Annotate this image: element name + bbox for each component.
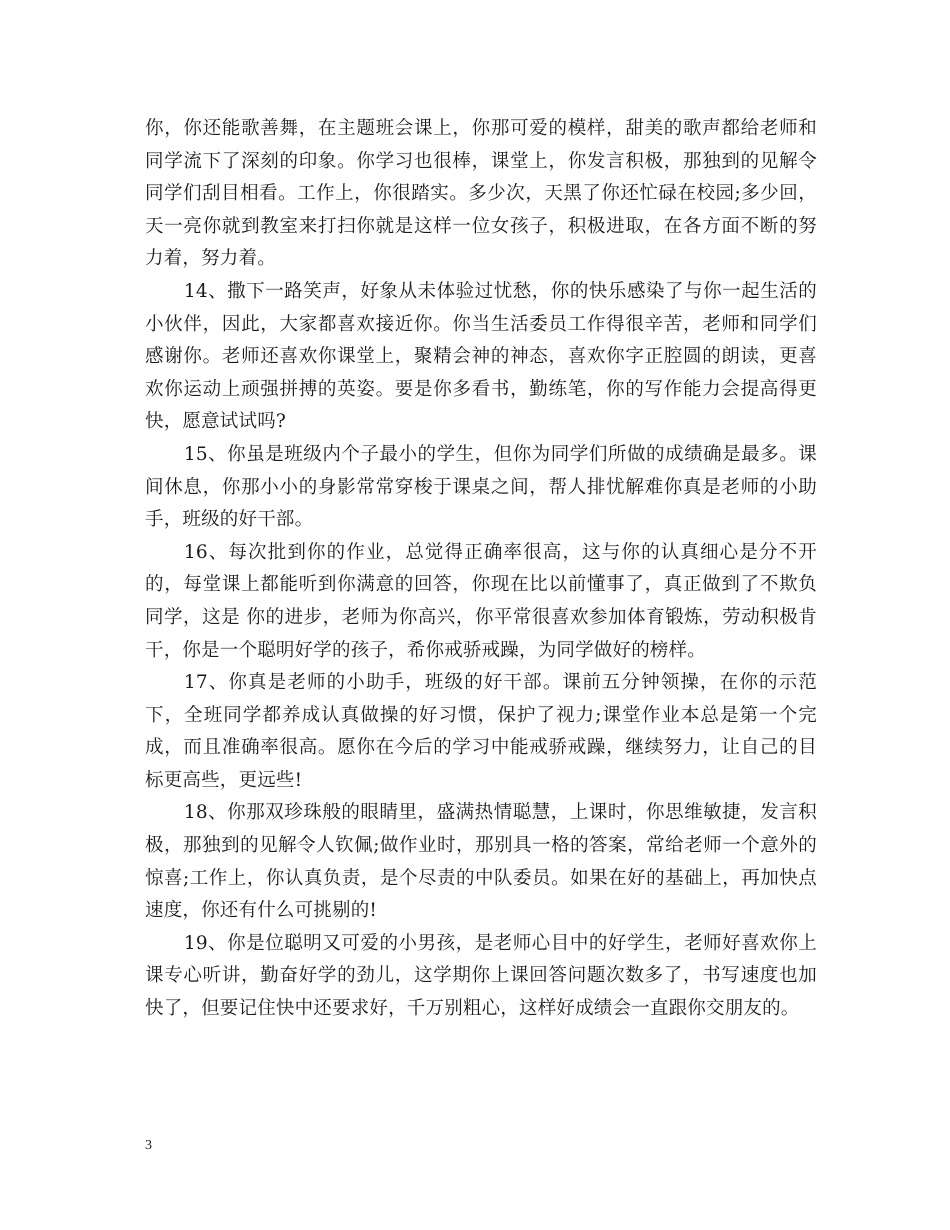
paragraph-18: 18、你那双珍珠般的眼睛里，盛满热情聪慧，上课时，你思维敏捷，发言积极，那独到的见解令人钦佩;做作业时，那别具一格的答案，常给老师一个意外的惊喜;工作上，你认真负责，是个尽责的中队委员。如果在好的基础上，再加快点速度，你还有什么可挑剔的! [145, 802, 817, 922]
paragraph-16: 16、每次批到你的作业，总觉得正确率很高，这与你的认真细心是分不开的，每堂课上都能听到你满意的回答，你现在比以前懂事了，真正做到了不欺负同学，这是 你的进步，老师为你高兴，你平常很喜欢参加体育锻炼，劳动积极肯干，你是一个聪明好学的孩子，希你戒骄戒躁，为同学做好的榜样。 [145, 541, 817, 661]
paragraph-continuation: 你，你还能歌善舞，在主题班会课上，你那可爱的模样，甜美的歌声都给老师和同学流下了深刻的印象。你学习也很棒，课堂上，你发言积极，那独到的见解令同学们刮目相看。工作上，你很踏实。多少次，天黑了你还忙碌在校园;多少回，天一亮你就到教室来打扫你就是这样一位女孩子，积极进取，在各方面不断的努力着，努力着。 [145, 118, 817, 270]
paragraph-14: 14、撒下一路笑声，好象从未体验过忧愁，你的快乐感染了与你一起生活的小伙伴，因此，大家都喜欢接近你。你当生活委员工作得很辛苦，老师和同学们感谢你。老师还喜欢你课堂上，聚精会神的神态，喜欢你字正腔圆的朗读，更喜欢你运动上顽强拼搏的英姿。要是你多看书，勤练笔，你的写作能力会提高得更快，愿意试试吗? [145, 280, 817, 433]
page-number: 3 [145, 1138, 152, 1153]
paragraph-15: 15、你虽是班级内个子最小的学生，但你为同学们所做的成绩确是最多。课间休息，你那小小的身影常常穿梭于课桌之间，帮人排忧解难你真是老师的小助手，班级的好干部。 [145, 443, 817, 531]
paragraph-17: 17、你真是老师的小助手，班级的好干部。课前五分钟领操，在你的示范下，全班同学都养成认真做操的好习惯，保护了视力;课堂作业本总是第一个完成，而且准确率很高。愿你在今后的学习中能戒骄戒躁，继续努力，让自己的目标更高些，更远些! [145, 672, 817, 791]
paragraph-19: 19、你是位聪明又可爱的小男孩，是老师心目中的好学生，老师好喜欢你上课专心听讲，勤奋好学的劲儿，这学期你上课回答问题次数多了，书写速度也加快了，但要记住快中还要求好，千万别粗心，这样好成绩会一直跟你交朋友的。 [145, 932, 817, 1020]
document-body [145, 113, 817, 1026]
